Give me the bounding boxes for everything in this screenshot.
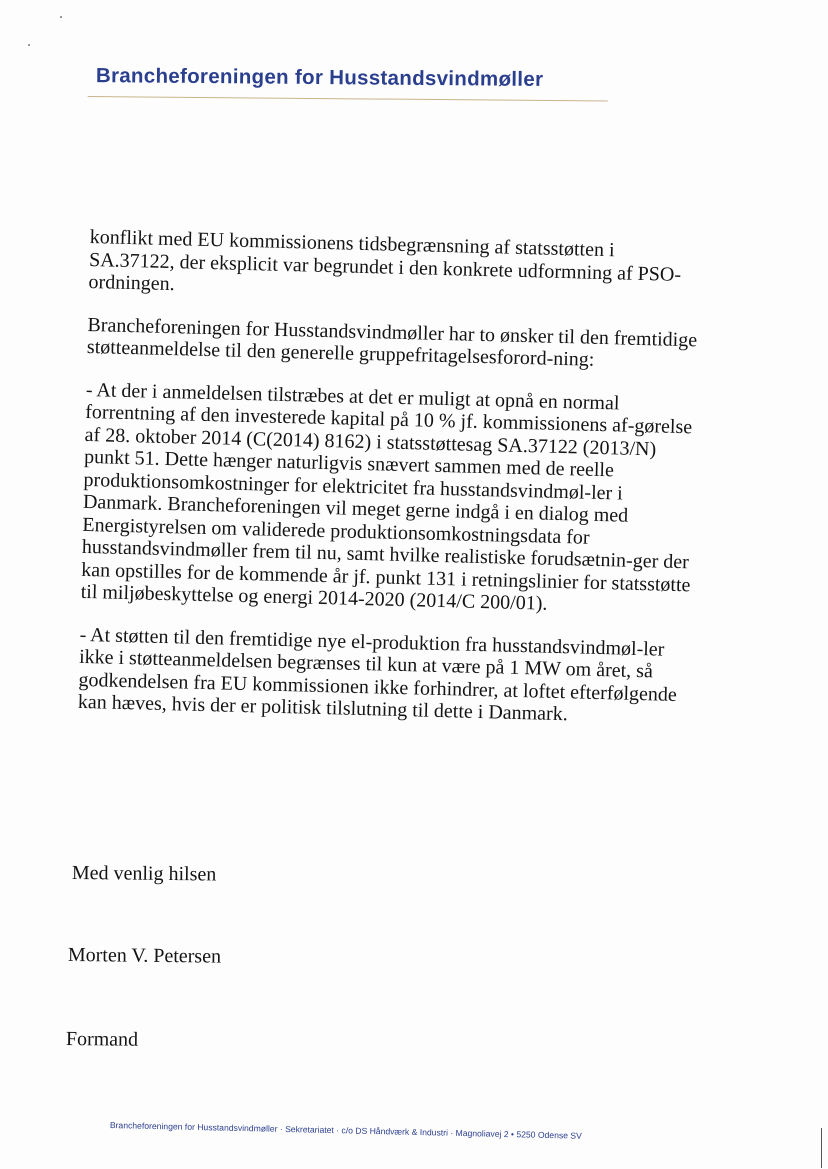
letterhead-title: Brancheforeningen for Husstandsvindmøller bbox=[95, 64, 544, 91]
paragraph-2: Brancheforeningen for Husstandsvindmøller har to ønsker til den fremtidige støtteanmeldelse til den generelle gruppefritagelsesforord-ning: bbox=[86, 313, 698, 371]
paragraph-3: - At der i anmeldelsen tilstræbes at det er muligt at opnå en normal forrentning af den investerede kapital på 10 % jf. kommissionens af-gørelse af 28. oktober 2014 (C(2014) 8162) i statsstøttesag SA.37122 (2013/N) punkt 51. Dette hænger naturligvis snævert sammen med de reelle produktionsomkostninger for elektricitet fra husstandsvindmøl-ler i Danmark. Brancheforeningen vil meget gerne indgå i en dialog med Energistyrelsen om validerede produktionsomkostningsdata for husstandsvindmøller frem til nu, samt hvilke realistiske forudsætnin-ger der kan opstilles for de kommende år jf. punkt 131 i retningslinier for statsstøtte til miljøbeskyttelse og energi 2014-2020 (2014/C 200/01). bbox=[80, 378, 693, 615]
scan-speck bbox=[28, 44, 30, 46]
scan-edge-mark bbox=[821, 1128, 822, 1168]
signer-name: Morten V. Petersen bbox=[67, 944, 222, 968]
letter-body bbox=[77, 226, 700, 749]
paragraph-1: konflikt med EU kommissionens tidsbegrænsning af statsstøtten i SA.37122, der eksplicit var begrundet i den konkrete udformning af PSO-ordningen. bbox=[88, 226, 682, 296]
closing-greeting: Med venlig hilsen bbox=[71, 862, 217, 886]
signer-title: Formand bbox=[65, 1028, 139, 1051]
letterhead bbox=[88, 64, 612, 102]
scan-speck bbox=[60, 16, 62, 18]
footer-address: Brancheforeningen for Husstandsvindmøller · Sekretariatet · c/o DS Håndværk & Industri · Magnoliavej 2 • 5250 Odense SV bbox=[109, 1120, 582, 1141]
letterhead-rule bbox=[88, 96, 608, 102]
paragraph-4: - At støtten til den fremtidige nye el-produktion fra husstandsvindmøl-ler ikke i støtteanmeldelsen begrænses til kun at være på 1 MW om året, så godkendelsen fra EU kommissionen ikke forhindrer, at loftet efterfølgende kan hæves, hvis der er politisk tilslutning til dette i Danmark. bbox=[77, 623, 678, 726]
